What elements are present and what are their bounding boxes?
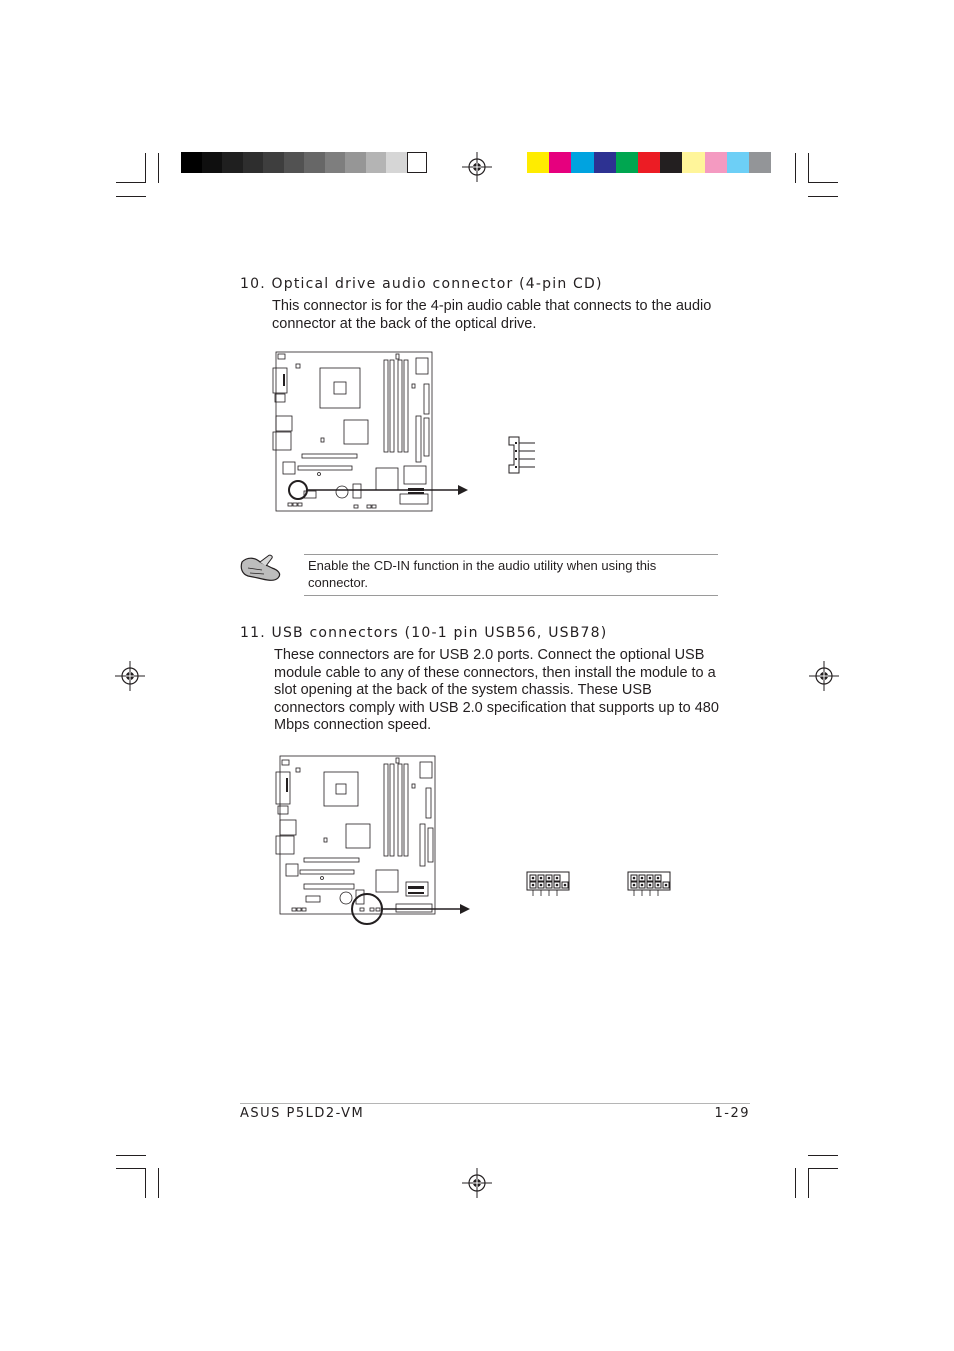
calibration-swatch — [284, 152, 305, 173]
calibration-swatch — [366, 152, 387, 173]
motherboard-layout-diagram-usb — [270, 752, 475, 932]
calibration-swatch — [407, 152, 428, 173]
calibration-swatch — [386, 152, 407, 173]
hand-pointing-icon — [238, 548, 286, 584]
usb56-header-pinout-diagram — [524, 868, 574, 898]
section-10-heading: 10. Optical drive audio connector (4-pin CD) — [240, 276, 603, 292]
registration-mark-icon — [462, 1168, 492, 1198]
calibration-swatch — [181, 152, 202, 173]
footer-page-number: 1-29 — [714, 1106, 750, 1121]
calibration-swatch — [727, 152, 749, 173]
registration-mark-icon — [809, 661, 839, 691]
note-top-rule — [304, 554, 718, 555]
registration-mark-icon — [462, 152, 492, 182]
calibration-swatch — [345, 152, 366, 173]
section-11-heading: 11. USB connectors (10-1 pin USB56, USB78) — [240, 625, 608, 641]
note-bottom-rule — [304, 595, 718, 596]
calibration-swatch — [202, 152, 223, 173]
section-10-body: This connector is for the 4-pin audio cable that connects to the audio connector at the back of the optical drive. — [272, 298, 712, 332]
calibration-swatch — [705, 152, 727, 173]
calibration-swatch — [638, 152, 660, 173]
calibration-swatch — [571, 152, 593, 173]
calibration-swatch — [682, 152, 704, 173]
calibration-swatch — [325, 152, 346, 173]
footer-rule — [240, 1103, 750, 1104]
section-11-body: These connectors are for USB 2.0 ports. Connect the optional USB module cable to any of these connectors, then install the module to a slot opening at the back of the system chassis. These USB connectors comply with USB 2.0 specification that supports up to 480 Mbps connection speed. — [274, 647, 719, 733]
calibration-swatch — [222, 152, 243, 173]
note-text: Enable the CD-IN function in the audio utility when using this connector. — [308, 558, 657, 590]
calibration-swatch — [594, 152, 616, 173]
calibration-swatch — [660, 152, 682, 173]
calibration-swatch — [243, 152, 264, 173]
calibration-swatch — [263, 152, 284, 173]
calibration-swatch — [749, 152, 771, 173]
footer-product-name: ASUS P5LD2-VM — [240, 1106, 365, 1121]
registration-mark-icon — [115, 661, 145, 691]
cd-connector-pinout-diagram — [505, 433, 545, 479]
calibration-swatch — [616, 152, 638, 173]
calibration-swatch — [304, 152, 325, 173]
calibration-swatch — [527, 152, 549, 173]
calibration-swatch — [549, 152, 571, 173]
motherboard-layout-diagram-cd — [270, 348, 470, 518]
usb78-header-pinout-diagram — [625, 868, 675, 898]
